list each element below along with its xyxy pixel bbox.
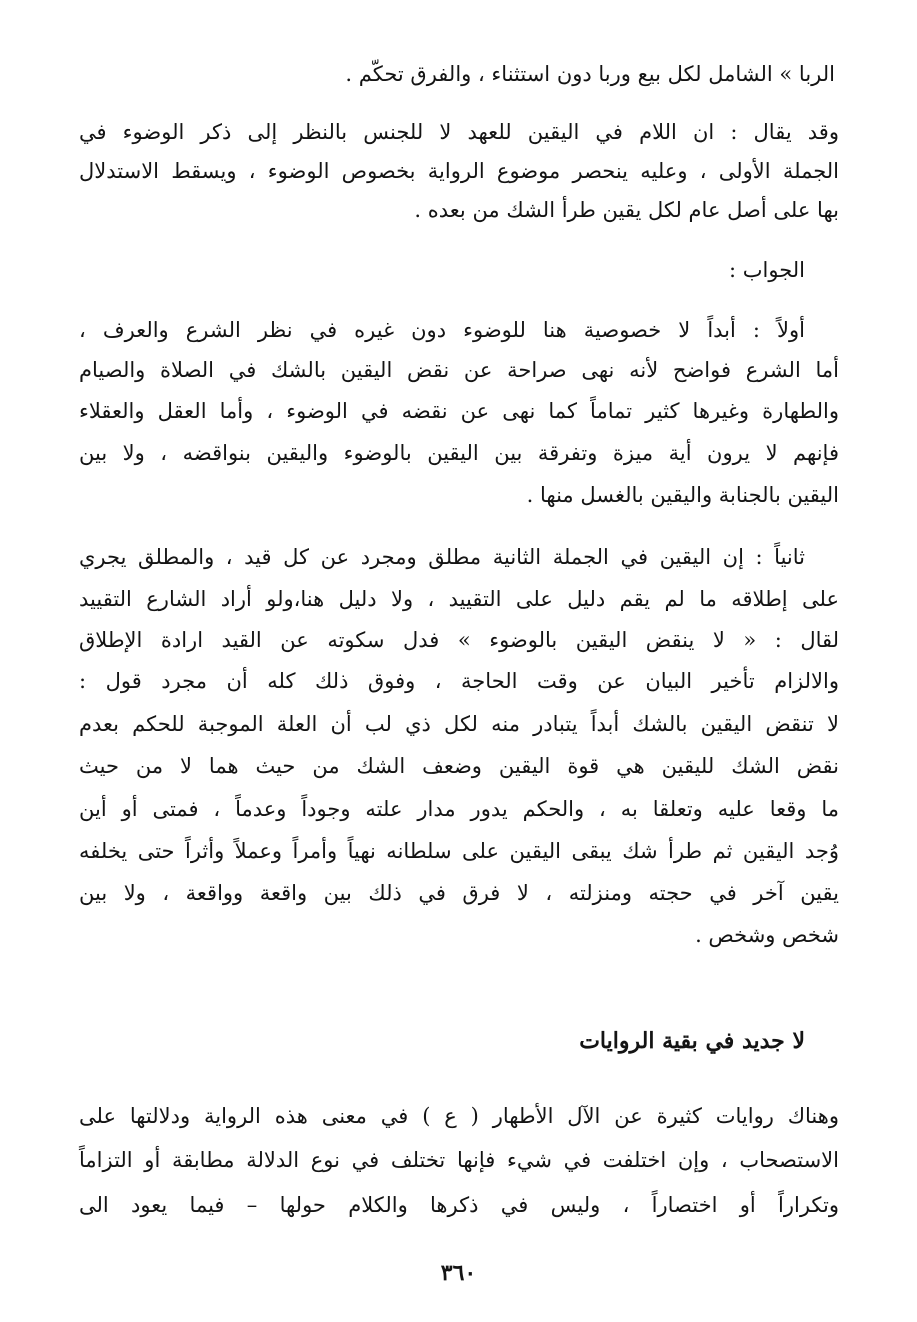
text-line: ثانياً : إن اليقين في الجملة الثانية مطلق ومجرد عن كل قيد ، والمطلق يجري <box>79 545 805 569</box>
text-line: اليقين بالجنابة واليقين بالغسل منها . <box>526 483 839 507</box>
text-line: لقال : « لا ينقض اليقين بالوضوء » فدل سكوته عن القيد ارادة الإطلاق <box>79 628 839 652</box>
text-line: لا تنقض اليقين بالشك أبداً يتبادر منه لكل ذي لب أن العلة الموجبة للحكم بعدم <box>79 712 839 736</box>
section-heading: لا جديد في بقية الروايات <box>579 1028 805 1054</box>
page-number: ٣٦٠ <box>440 1260 477 1286</box>
text-line: الربا » الشامل لكل بيع وربا دون استثناء ، والفرق تحكّم . <box>345 62 835 86</box>
text-line: الجملة الأولى ، وعليه ينحصر موضوع الرواية بخصوص الوضوء ، ويسقط الاستدلال <box>79 159 839 183</box>
text-line: أولاً : أبداً لا خصوصية هنا للوضوء دون غيره في نظر الشرع والعرف ، <box>79 318 805 342</box>
text-line: الجواب : <box>729 258 805 282</box>
text-line: وقد يقال : ان اللام في اليقين للعهد لا للجنس بالنظر إلى ذكر الوضوء في <box>79 120 839 144</box>
text-line: فإنهم لا يرون أية ميزة وتفرقة بين اليقين بالوضوء واليقين بنواقضه ، ولا بين <box>79 441 839 465</box>
text-line: بها على أصل عام لكل يقين طرأ الشك من بعده . <box>414 198 839 222</box>
text-line: أما الشرع فواضح لأنه نهى صراحة عن نقض اليقين بالشك في الصلاة والصيام <box>79 358 839 382</box>
text-line: وتكراراً أو اختصاراً ، وليس في ذكرها والكلام حولها – فيما يعود الى <box>79 1193 839 1217</box>
text-line: نقض الشك لليقين هي قوة اليقين وضعف الشك من حيث هما لا من حيث <box>79 754 839 778</box>
text-line: الاستصحاب ، وإن اختلفت في شيء فإنها تختلف في نوع الدلالة مطابقة أو التزاماً <box>79 1148 839 1172</box>
text-line: وُجد اليقين ثم طرأ شك يبقى اليقين على سلطانه نهياً وأمراً وعملاً وأثراً حتى يخلفه <box>79 839 839 863</box>
text-line: على إطلاقه ما لم يقم دليل على التقييد ، ولا دليل هنا،ولو أراد الشارع التقييد <box>79 587 839 611</box>
text-line: يقين آخر في حجته ومنزلته ، لا فرق في ذلك بين واقعة وواقعة ، ولا بين <box>79 881 839 905</box>
text-line: وهناك روايات كثيرة عن الآل الأطهار ( ع ) في معنى هذه الرواية ودلالتها على <box>79 1104 839 1128</box>
text-line: ما وقعا عليه وتعلقا به ، والحكم يدور مدار علته وجوداً وعدماً ، فمتى أو أين <box>79 797 839 821</box>
text-line: والطهارة وغيرها كثير تماماً كما نهى عن نقضه في الوضوء ، وأما العقل والعقلاء <box>79 399 839 423</box>
text-line: شخص وشخص . <box>695 923 839 947</box>
text-line: والالزام تأخير البيان عن وقت الحاجة ، وفوق ذلك كله أن مجرد قول : <box>79 669 839 693</box>
